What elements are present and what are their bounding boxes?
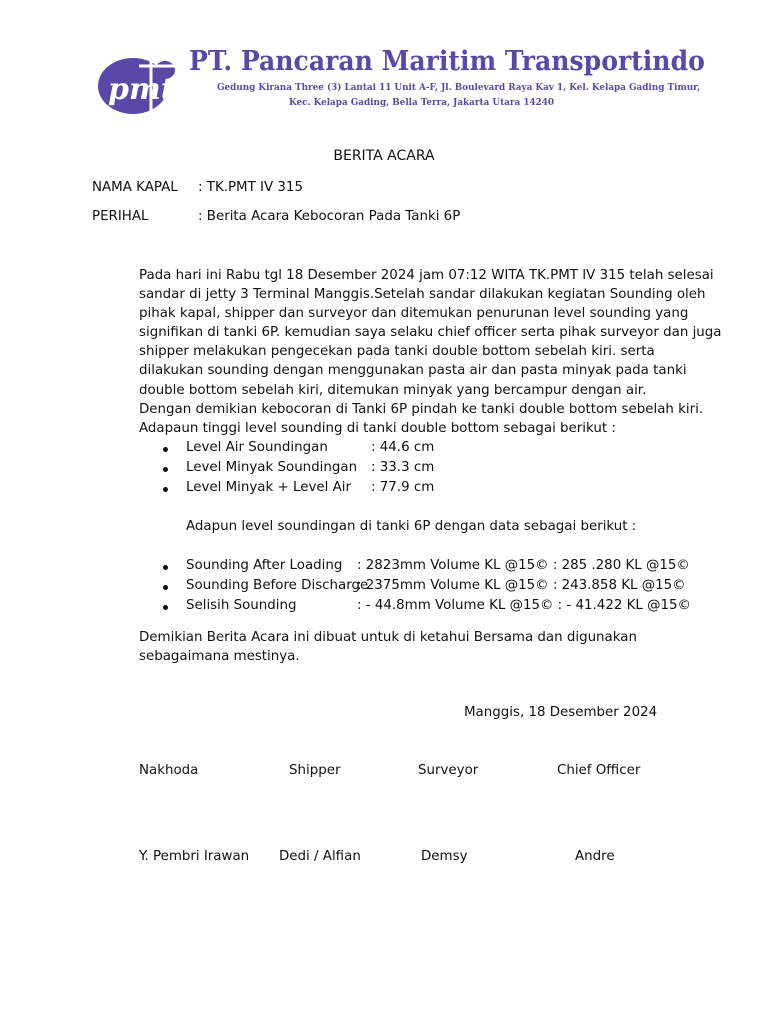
body-line: double bottom sebelah kiri, ditemukan minyak yang bercampur dengan air.: [139, 383, 647, 398]
level-label: Level Air Soundingan: [186, 440, 328, 455]
svg-text:pmt: pmt: [108, 72, 175, 107]
bullet-icon: [163, 487, 168, 492]
bullet-icon: [163, 585, 168, 590]
level-label: Level Minyak + Level Air: [186, 480, 351, 495]
subject-value: : Berita Acara Kebocoran Pada Tanki 6P: [198, 209, 461, 224]
signatory-role: Chief Officer: [557, 763, 641, 778]
body-line: Adapaun tinggi level sounding di tanki double bottom sebagai berikut :: [139, 421, 616, 436]
sounding-value: : 2375mm Volume KL @15© : 243.858 KL @15©: [357, 578, 686, 593]
signatory-role: Surveyor: [418, 763, 479, 778]
level-label: Level Minyak Soundingan: [186, 460, 358, 475]
body-line: Pada hari ini Rabu tgl 18 Desember 2024 jam 07:12 WITA TK.PMT IV 315 telah selesai: [139, 268, 714, 283]
sounding-value: : 2823mm Volume KL @15© : 285 .280 KL @15©: [357, 558, 690, 573]
subject-label: PERIHAL: [92, 209, 149, 224]
sounding-label: Sounding After Loading: [186, 558, 343, 573]
sounding-label: Sounding Before Discharge: [186, 578, 369, 593]
signatory-role: Shipper: [289, 763, 341, 778]
signatory-name: Y. Pembri Irawan: [139, 849, 250, 864]
signatory-name: Andre: [575, 849, 615, 864]
body-line: sandar di jetty 3 Terminal Manggis.Setelah sandar dilakukan kegiatan Sounding oleh: [139, 287, 706, 302]
body-line: signifikan di tanki 6P. kemudian saya selaku chief officer serta pihak surveyor dan juga: [139, 325, 722, 340]
signatory-name: Dedi / Alfian: [279, 849, 361, 864]
sounding-label: Selisih Sounding: [186, 598, 297, 613]
level-value: : 33.3 cm: [371, 460, 435, 475]
body-line: dilakukan sounding dengan menggunakan pasta air dan pasta minyak pada tanki: [139, 363, 687, 378]
signatory-name: Demsy: [421, 849, 468, 864]
ship-name-label: NAMA KAPAL: [92, 180, 178, 195]
level-value: : 77.9 cm: [371, 480, 435, 495]
bullet-icon: [163, 447, 168, 452]
company-address-line-1: Gedung Kirana Three (3) Lantai 11 Unit A-F, Jl. Boulevard Raya Kav 1, Kel. Kelapa Gading Timur,: [217, 82, 701, 93]
tank-intro: Adapun level soundingan di tanki 6P dengan data sebagai berikut :: [186, 519, 637, 534]
document-title: BERITA ACARA: [333, 148, 435, 164]
company-address-line-2: Kec. Kelapa Gading, Bella Terra, Jakarta Utara 14240: [289, 97, 555, 108]
body-line: pihak kapal, shipper dan surveyor dan ditemukan penurunan level sounding yang: [139, 306, 689, 321]
closing-line: sebagaimana mestinya.: [139, 649, 300, 664]
closing-line: Demikian Berita Acara ini dibuat untuk di ketahui Bersama dan digunakan: [139, 630, 637, 645]
bullet-icon: [163, 605, 168, 610]
sounding-value: : - 44.8mm Volume KL @15© : - 41.422 KL @15©: [357, 598, 691, 613]
bullet-icon: [163, 467, 168, 472]
company-logo: [95, 44, 191, 118]
place-date: Manggis, 18 Desember 2024: [464, 705, 658, 720]
ship-name-value: : TK.PMT IV 315: [198, 180, 303, 195]
signatory-role: Nakhoda: [139, 763, 199, 778]
body-line: shipper melakukan pengecekan pada tanki double bottom sebelah kiri. serta: [139, 344, 655, 359]
company-name: PT. Pancaran Maritim Transportindo: [189, 46, 705, 77]
level-value: : 44.6 cm: [371, 440, 435, 455]
body-line: Dengan demikian kebocoran di Tanki 6P pindah ke tanki double bottom sebelah kiri.: [139, 402, 704, 417]
bullet-icon: [163, 565, 168, 570]
